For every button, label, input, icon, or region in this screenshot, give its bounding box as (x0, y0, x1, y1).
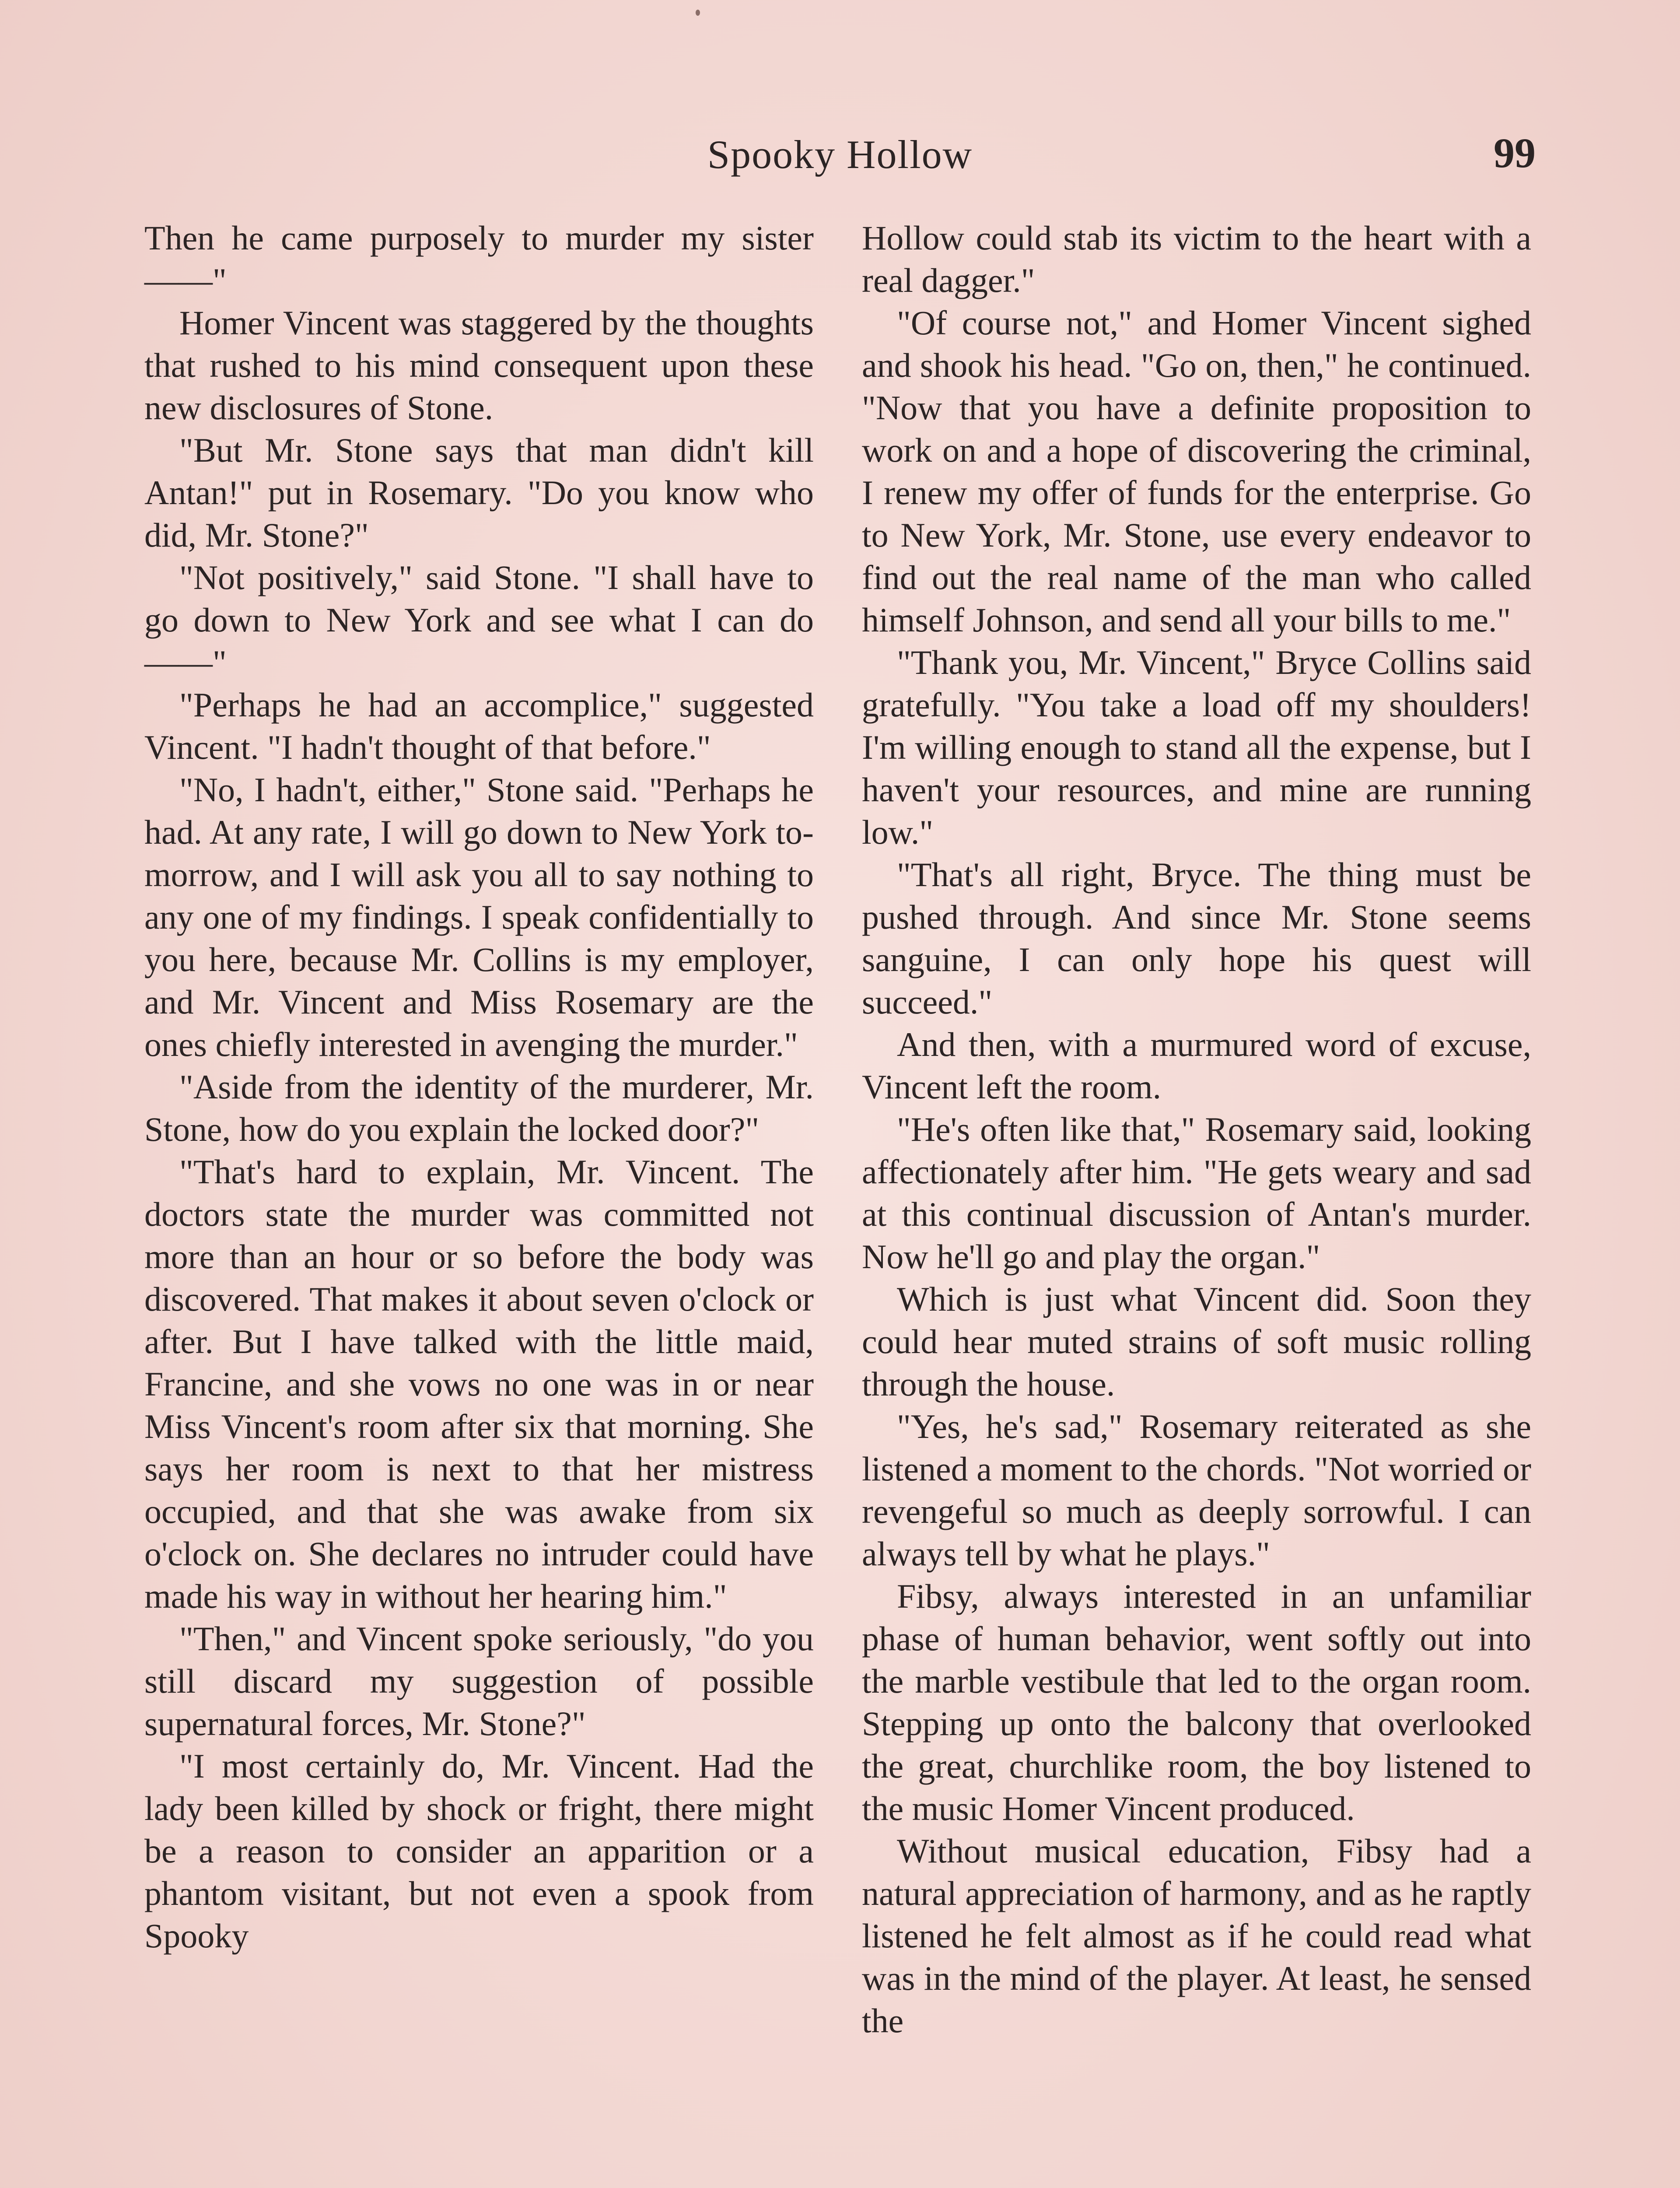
paragraph: "He's often like that," Rosemary said, looking affectionately after him. "He gets weary and sad at this continual discussion of Antan's murder. Now he'll go and play the organ." (862, 1110, 1531, 1276)
paragraph: "Yes, he's sad," Rosemary reiterated as she listened a moment to the chords. "Not worried or revengeful so much as deeply sorrowful. I can always tell by what he plays." (862, 1407, 1531, 1573)
paragraph: "Not positively," said Stone. "I shall have to go down to New York and see what I can do——" (144, 558, 814, 681)
paragraph: "But Mr. Stone says that man didn't kill Antan!" put in Rosemary. "Do you know who did, Mr. Stone?" (144, 431, 814, 554)
running-title: Spooky Hollow (707, 132, 973, 177)
paragraph: Without musical education, Fibsy had a natural appreciation of harmony, and as he raptly listened he felt almost as if he could read what was in the mind of the player. At least, he sensed the (862, 1832, 1531, 2040)
paragraph: Fibsy, always interested in an unfamiliar phase of human behavior, went softly out into the marble vestibule that led to the organ room. Stepping up onto the balcony that overlooked the great, churchlike room, the boy listened to the music Homer Vincent produced. (862, 1577, 1531, 1827)
left-text-column (144, 217, 814, 1957)
paragraph: "Perhaps he had an accomplice," suggested Vincent. "I hadn't thought of that before." (144, 686, 814, 766)
paragraph: "That's all right, Bryce. The thing must be pushed through. And since Mr. Stone seems sanguine, I can only hope his quest will succeed." (862, 856, 1531, 1021)
paragraph: Which is just what Vincent did. Soon they could hear muted strains of soft music rolling through the house. (862, 1280, 1531, 1403)
paragraph: "I most certainly do, Mr. Vincent. Had the lady been killed by shock or fright, there might be a reason to consider an apparition or a phantom visitant, but not even a spook from Spooky (144, 1747, 814, 1955)
paragraph: "No, I hadn't, either," Stone said. "Perhaps he had. At any rate, I will go down to New York to-morrow, and I will ask you all to say nothing to any one of my findings. I speak confidentially to you here, because Mr. Collins is my employer, and Mr. Vincent and Miss Rosemary are the ones chiefly interested in avenging the murder." (144, 771, 814, 1063)
paragraph: Hollow could stab its victim to the heart with a real dagger." (862, 219, 1531, 299)
paragraph: Then he came purposely to murder my sister——" (144, 219, 814, 299)
right-text-column (862, 217, 1531, 2042)
paragraph: "Aside from the identity of the murderer, Mr. Stone, how do you explain the locked door?" (144, 1068, 814, 1148)
paragraph: And then, with a murmured word of excuse, Vincent left the room. (862, 1025, 1531, 1106)
paper-speck (696, 10, 700, 16)
paragraph: "That's hard to explain, Mr. Vincent. The doctors state the murder was committed not more than an hour or so before the body was discovered. That makes it about seven o'clock or after. But I have talked with the little maid, Francine, and she vows no one was in or near Miss Vincent's room after six that morning. She says her room is next to that her mistress occupied, and that she was awake from six o'clock on. She declares no intruder could have made his way in without her hearing him." (144, 1153, 814, 1615)
paragraph: "Of course not," and Homer Vincent sighed and shook his head. "Go on, then," he continued. "Now that you have a definite proposition to work on and a hope of discovering the criminal, I renew my offer of funds for the enterprise. Go to New York, Mr. Stone, use every endeavor to find out the real name of the man who called himself Johnson, and send all your bills to me." (862, 304, 1531, 639)
page-number: 99 (1494, 130, 1536, 176)
paragraph: Homer Vincent was staggered by the thoughts that rushed to his mind consequent upon these new disclosures of Stone. (144, 304, 814, 427)
paragraph: "Then," and Vincent spoke seriously, "do you still discard my suggestion of possible supernatural forces, Mr. Stone?" (144, 1620, 814, 1743)
paragraph: "Thank you, Mr. Vincent," Bryce Collins said gratefully. "You take a load off my shoulders! I'm willing enough to stand all the expense, but I haven't your resources, and mine are running low." (862, 643, 1531, 851)
running-head (0, 131, 1680, 184)
